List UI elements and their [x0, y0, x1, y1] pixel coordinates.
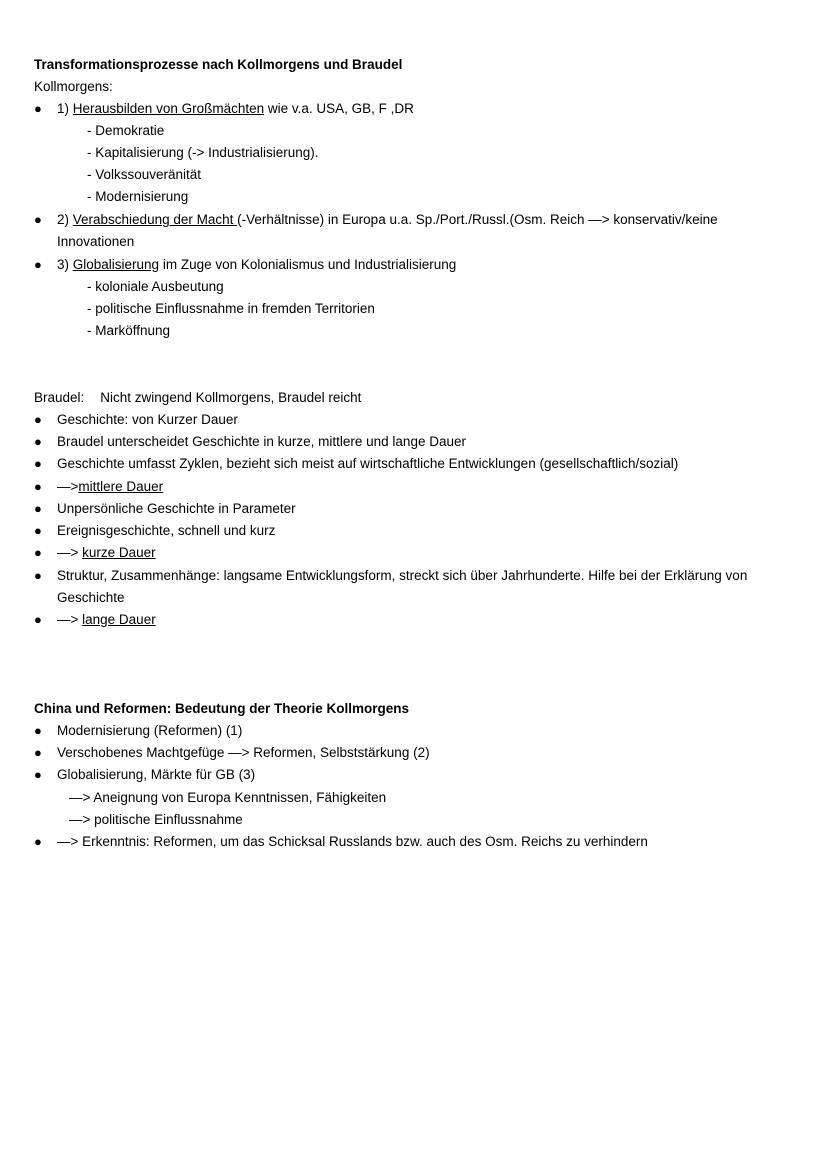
list-item: Struktur, Zusammenhänge: langsame Entwicklungsform, streckt sich über Jahrhunderte. Hilfe bei der Erklärung von: [57, 568, 748, 583]
list-item: —>mittlere Dauer: [57, 479, 164, 494]
bullet-dot: ●: [34, 101, 42, 116]
bullet-dot: ●: [34, 434, 42, 449]
list-item: 1) Herausbilden von Großmächten wie v.a. USA, GB, F ,DR: [57, 101, 414, 116]
bullet-dot: ●: [34, 456, 42, 471]
bullet-dot: ●: [34, 523, 42, 538]
list-item: 2) Verabschiedung der Macht (-Verhältnisse) in Europa u.a. Sp./Port./Russl.(Osm. Reich —> konservativ/keine: [57, 212, 718, 227]
list-item: Verschobenes Machtgefüge —> Reformen, Selbststärkung (2): [57, 745, 430, 760]
bullet-dot: ●: [34, 767, 42, 782]
bullet-dot: ●: [34, 834, 42, 849]
sub-item: —> politische Einflussnahme: [69, 812, 243, 827]
section-title-transformation: Transformationsprozesse nach Kollmorgens und Braudel: [34, 57, 403, 72]
section-title-china: China und Reformen: Bedeutung der Theorie Kollmorgens: [34, 701, 410, 716]
sub-item: - Volkssouveränität: [87, 167, 202, 182]
sub-item: - koloniale Ausbeutung: [87, 279, 224, 294]
sub-item: - Demokratie: [87, 123, 165, 138]
sub-item: —> Aneignung von Europa Kenntnissen, Fähigkeiten: [69, 790, 387, 805]
list-item-continuation: Geschichte: [57, 590, 125, 605]
underlined-term: Verabschiedung der Macht: [72, 212, 238, 227]
list-item: Geschichte umfasst Zyklen, bezieht sich meist auf wirtschaftliche Entwicklungen (gesellschaftlich/sozial): [57, 456, 679, 471]
underlined-term: Herausbilden von Großmächten: [72, 101, 265, 116]
list-item: —> kurze Dauer: [57, 545, 156, 560]
bullet-dot: ●: [34, 568, 42, 583]
list-item: Ereignisgeschichte, schnell und kurz: [57, 523, 276, 538]
bullet-dot: ●: [34, 212, 42, 227]
bullet-dot: ●: [34, 412, 42, 427]
bullet-dot: ●: [34, 257, 42, 272]
list-item: —> lange Dauer: [57, 612, 156, 627]
list-item: 3) Globalisierung im Zuge von Kolonialismus und Industrialisierung: [57, 257, 457, 272]
braudel-label: Braudel: Nicht zwingend Kollmorgens, Braudel reicht: [34, 390, 362, 405]
bullet-dot: ●: [34, 723, 42, 738]
underlined-term: Globalisierung: [72, 257, 160, 272]
bullet-dot: ●: [34, 545, 42, 560]
list-item: Braudel unterscheidet Geschichte in kurze, mittlere und lange Dauer: [57, 434, 466, 449]
underlined-term: lange Dauer: [82, 612, 156, 627]
sub-item: - politische Einflussnahme in fremden Territorien: [87, 301, 375, 316]
kollmorgens-label: Kollmorgens:: [34, 79, 113, 94]
list-item: Modernisierung (Reformen) (1): [57, 723, 243, 738]
bullet-dot: ●: [34, 612, 42, 627]
list-item: Geschichte: von Kurzer Dauer: [57, 412, 238, 427]
list-item: Unpersönliche Geschichte in Parameter: [57, 501, 296, 516]
underlined-term: mittlere Dauer: [78, 479, 164, 494]
underlined-term: kurze Dauer: [82, 545, 156, 560]
bullet-dot: ●: [34, 479, 42, 494]
bullet-dot: ●: [34, 745, 42, 760]
list-item: —> Erkenntnis: Reformen, um das Schicksal Russlands bzw. auch des Osm. Reichs zu verhindern: [57, 834, 648, 849]
bullet-dot: ●: [34, 501, 42, 516]
sub-item: - Marköffnung: [87, 323, 171, 338]
list-item: Globalisierung, Märkte für GB (3): [57, 767, 256, 782]
sub-item: - Modernisierung: [87, 189, 189, 204]
list-item-continuation: Innovationen: [57, 234, 135, 249]
sub-item: - Kapitalisierung (-> Industrialisierung).: [87, 145, 319, 160]
